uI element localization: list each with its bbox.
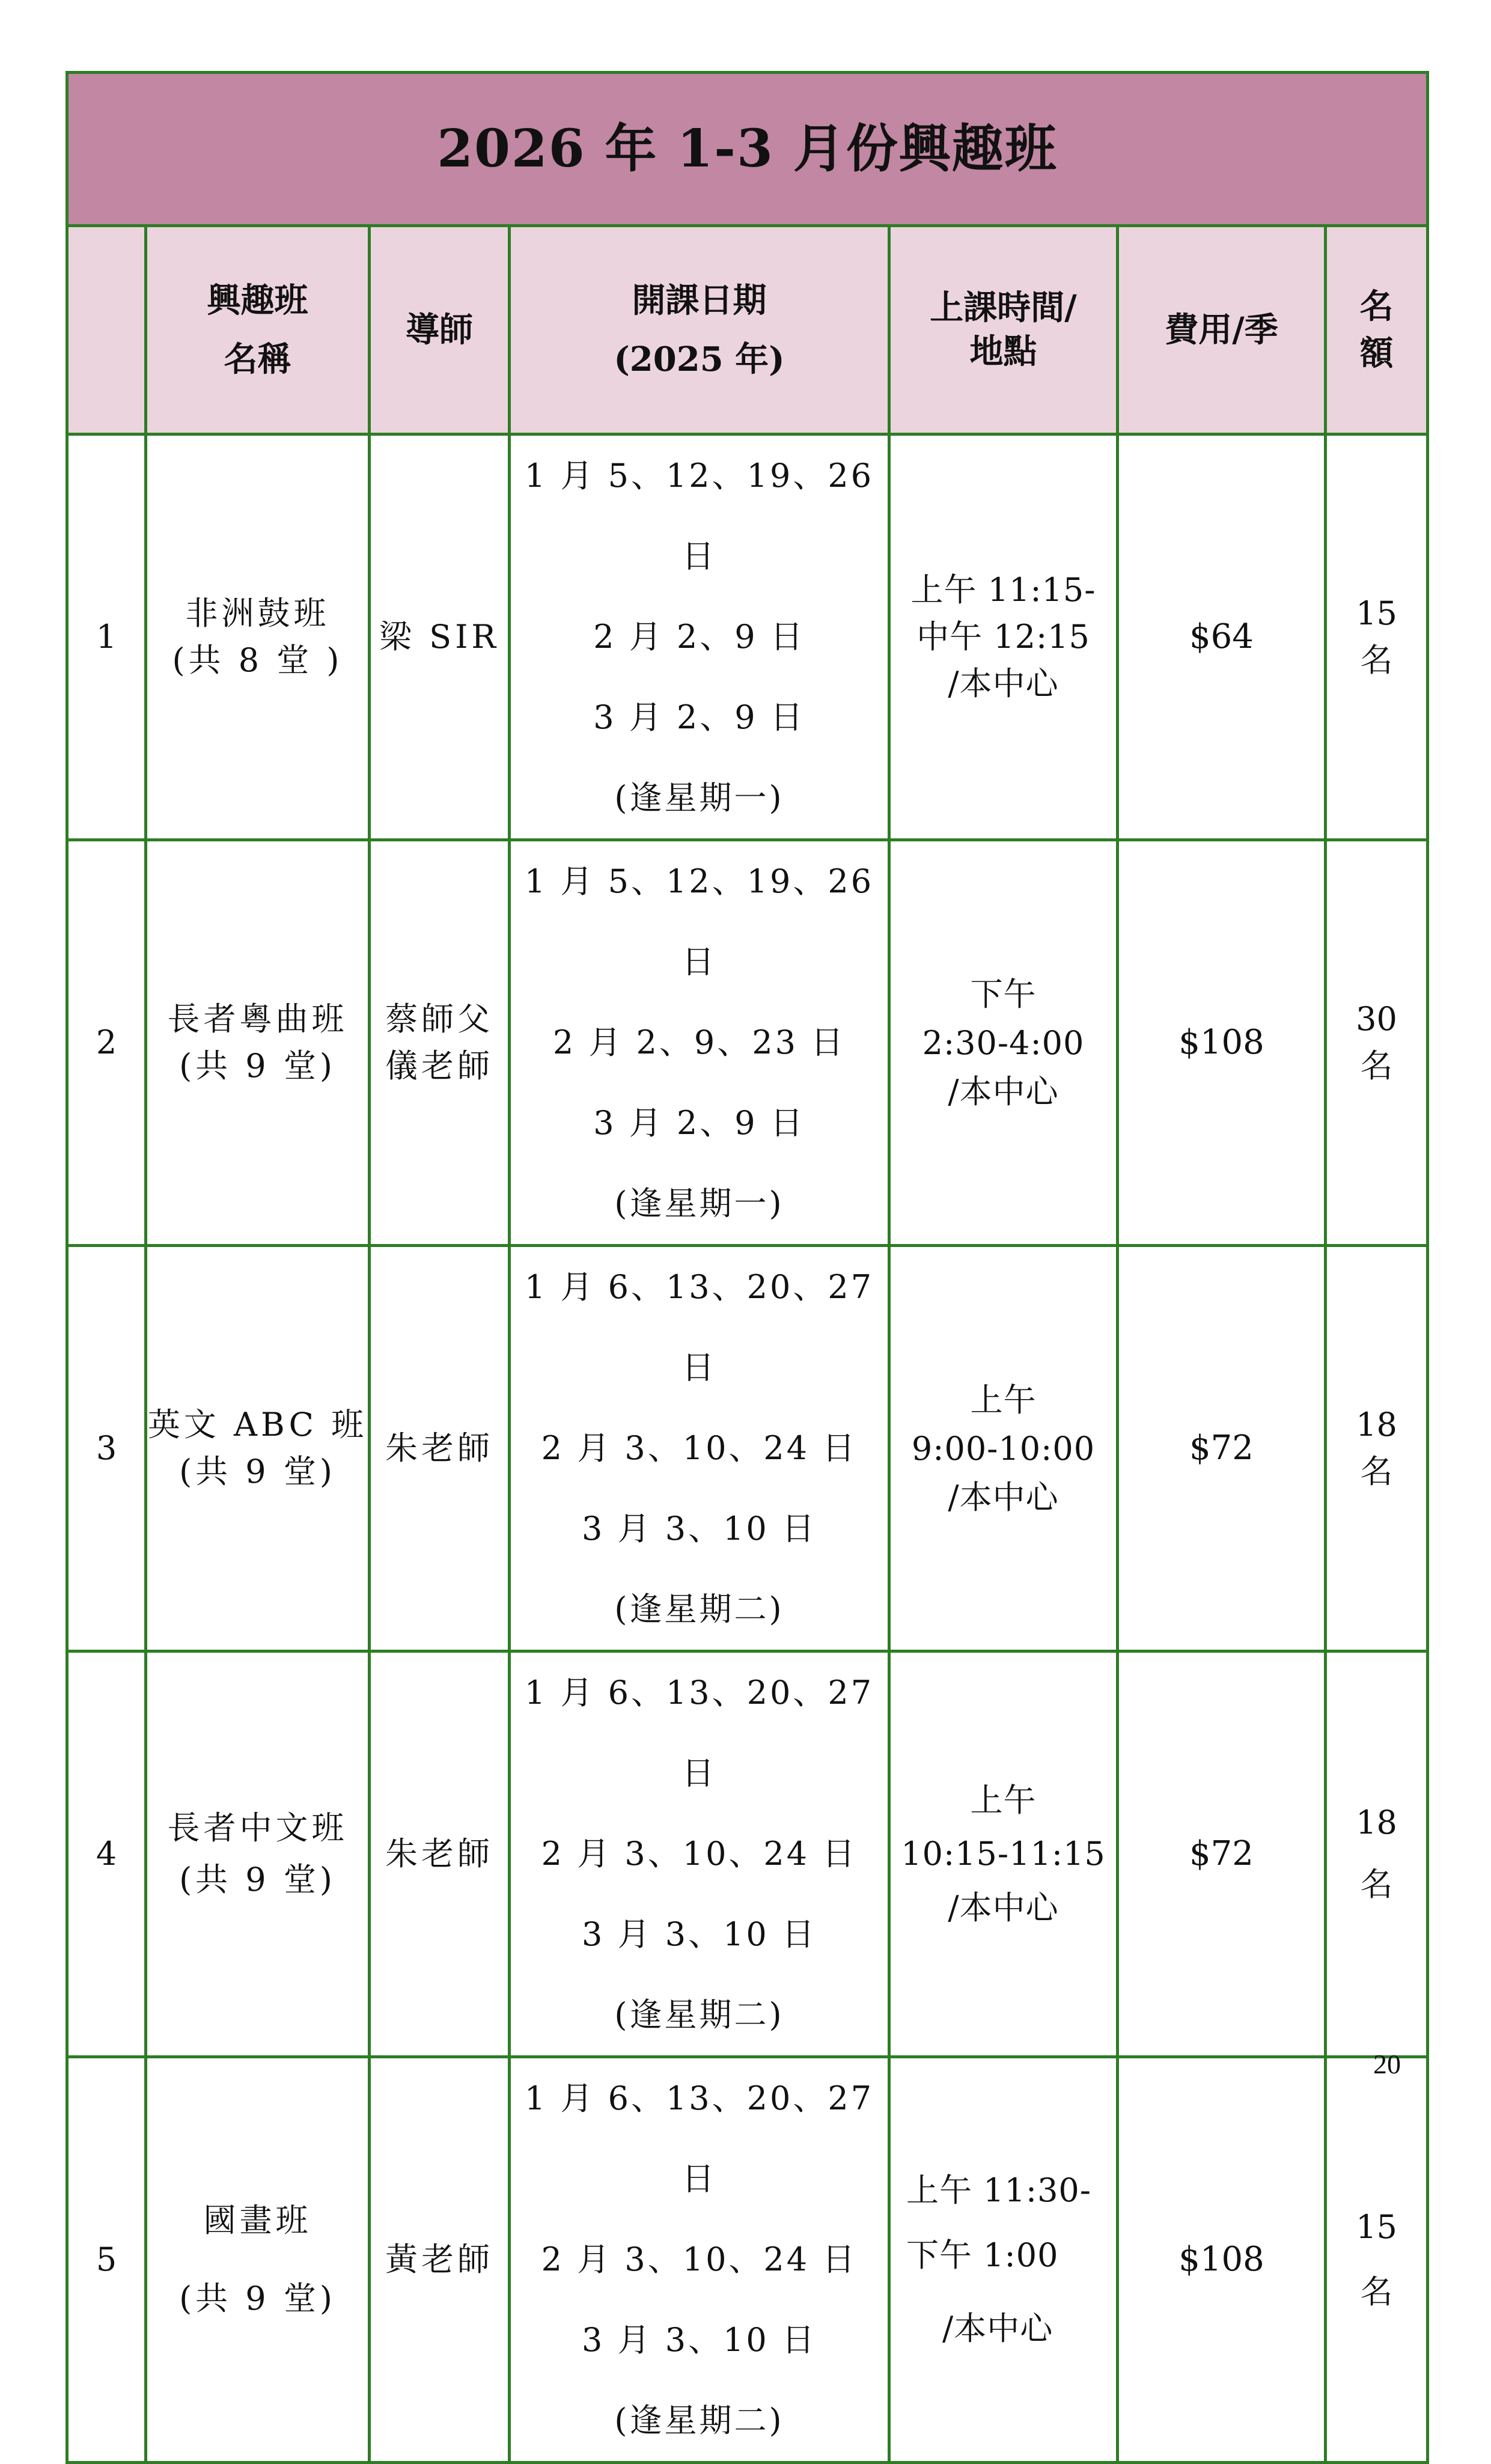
header-num <box>67 226 146 435</box>
table-row <box>67 2057 1428 2463</box>
fee: $72 <box>1118 1651 1326 2057</box>
dates-line: 3 月 2、9 日 <box>593 698 805 736</box>
dates-line: 2 月 3、10、24 日 <box>541 2240 858 2278</box>
location: /本中心 <box>948 665 1059 703</box>
time-line: 2:30-4:00 <box>922 1023 1085 1062</box>
quota-unit: 名 <box>1360 641 1393 679</box>
time-line: 9:00-10:00 <box>911 1429 1096 1468</box>
time-line: 上午 <box>970 1380 1037 1419</box>
location: /本中心 <box>948 1478 1059 1516</box>
row-number: 5 <box>67 2057 146 2463</box>
teacher <box>370 2057 510 2463</box>
header-quota-line: 額 <box>1359 334 1394 373</box>
time-line: 上午 11:30- <box>906 2171 1092 2209</box>
teacher-line: 儀老師 <box>385 1047 493 1085</box>
row-number: 4 <box>67 1651 146 2057</box>
row-number: 3 <box>67 1246 146 1651</box>
dates-line: 2 月 3、10、24 日 <box>541 1835 858 1873</box>
quota-unit: 名 <box>1360 1047 1393 1085</box>
class-name-line: 長者中文班 <box>167 1808 348 1847</box>
class-sessions: (共 9 堂) <box>179 1453 336 1490</box>
dates-line: 3 月 3、10 日 <box>582 1915 817 1953</box>
row-number: 2 <box>67 840 146 1246</box>
class-sessions: (共 9 堂) <box>179 1861 336 1898</box>
header-dates-line: (2025 年) <box>614 340 785 379</box>
quota-unit: 名 <box>1360 1865 1393 1903</box>
class-dates <box>510 1651 889 2057</box>
teacher <box>370 1246 510 1651</box>
table-row <box>67 840 1428 1246</box>
class-sessions: (共 9 堂) <box>179 1047 336 1085</box>
quota-number: 15 <box>1356 594 1397 632</box>
dates-line: 1 月 6、13、20、27 日 <box>524 2079 874 2198</box>
class-dates <box>510 840 889 1246</box>
time-location <box>889 1651 1118 2057</box>
header-row <box>67 226 1428 435</box>
teacher-line: 梁 SIR <box>379 617 500 656</box>
teacher-line: 黃老師 <box>385 2240 493 2278</box>
fee: $72 <box>1118 1246 1326 1651</box>
header-dates-line: 開課日期 <box>632 281 767 320</box>
quota-number: 18 <box>1356 1804 1397 1842</box>
class-name <box>146 2057 370 2463</box>
dates-weekday: (逢星期一) <box>614 779 784 817</box>
header-teacher: 導師 <box>370 226 510 435</box>
header-fee: 費用/季 <box>1118 226 1326 435</box>
class-name <box>146 435 370 840</box>
time-line: 10:15-11:15 <box>901 1835 1106 1873</box>
quota <box>1326 840 1428 1246</box>
class-dates <box>510 2057 889 2463</box>
class-dates <box>510 435 889 840</box>
quota-number: 18 <box>1356 1405 1397 1444</box>
quota-unit: 名 <box>1360 2273 1393 2311</box>
dates-line: 2 月 3、10、24 日 <box>541 1429 858 1467</box>
class-name-line: 英文 ABC 班 <box>147 1405 368 1444</box>
time-line: 上午 <box>970 1781 1037 1820</box>
dates-line: 1 月 6、13、20、27 日 <box>524 1674 874 1792</box>
time-line: 上午 11:15- <box>910 570 1096 609</box>
dates-line: 1 月 5、12、19、26 日 <box>524 457 874 575</box>
teacher <box>370 840 510 1246</box>
table-row <box>67 435 1428 840</box>
interest-class-schedule-table <box>66 71 1429 2464</box>
dates-line: 1 月 6、13、20、27 日 <box>524 1268 874 1386</box>
dates-line: 3 月 3、10 日 <box>582 1510 817 1548</box>
time-location <box>889 1246 1118 1651</box>
quota-number: 30 <box>1356 999 1397 1038</box>
location: /本中心 <box>942 2310 1053 2347</box>
quota-number: 15 <box>1356 2208 1397 2246</box>
class-name-line: 國畫班 <box>203 2201 312 2240</box>
class-sessions: (共 9 堂) <box>179 2280 336 2317</box>
quota <box>1326 2057 1428 2463</box>
dates-weekday: (逢星期二) <box>614 2401 784 2439</box>
class-name <box>146 1246 370 1651</box>
class-sessions: (共 8 堂 ) <box>172 641 343 679</box>
table-row <box>67 1651 1428 2057</box>
class-name-line: 長者粵曲班 <box>167 999 348 1038</box>
fee: $108 <box>1118 2057 1326 2463</box>
header-dates <box>510 226 889 435</box>
table-title: 2026 年 1-3 月份興趣班 <box>67 73 1428 226</box>
time-location <box>889 2057 1118 2463</box>
quota-unit: 名 <box>1360 1453 1393 1490</box>
dates-weekday: (逢星期二) <box>614 1996 784 2034</box>
dates-line: 2 月 2、9 日 <box>593 618 805 656</box>
header-quota-line: 名 <box>1359 286 1394 326</box>
page-number: 20 <box>1373 2049 1401 2079</box>
quota <box>1326 435 1428 840</box>
dates-line: 3 月 3、10 日 <box>582 2321 817 2359</box>
teacher <box>370 1651 510 2057</box>
header-time-line: 地點 <box>969 332 1037 371</box>
class-name <box>146 1651 370 2057</box>
dates-line: 1 月 5、12、19、26 日 <box>524 862 874 981</box>
table-row <box>67 1246 1428 1651</box>
time-location <box>889 840 1118 1246</box>
dates-weekday: (逢星期二) <box>614 1590 784 1628</box>
dates-line: 2 月 2、9、23 日 <box>552 1023 846 1061</box>
location: /本中心 <box>948 1072 1059 1111</box>
header-class-name-line: 興趣班 <box>207 281 308 320</box>
header-class-name-line: 名稱 <box>224 340 291 379</box>
time-line: 中午 12:15 <box>916 617 1090 656</box>
header-time-location <box>889 226 1118 435</box>
fee: $64 <box>1118 435 1326 840</box>
class-name <box>146 840 370 1246</box>
header-time-line: 上課時間/ <box>930 288 1077 328</box>
teacher-line: 蔡師父 <box>385 999 493 1038</box>
header-class-name <box>146 226 370 435</box>
time-line: 下午 1:00 <box>906 2236 1059 2274</box>
quota <box>1326 1651 1428 2057</box>
location: /本中心 <box>948 1888 1059 1927</box>
teacher <box>370 435 510 840</box>
quota <box>1326 1246 1428 1651</box>
teacher-line: 朱老師 <box>385 1429 493 1467</box>
time-location <box>889 435 1118 840</box>
fee: $108 <box>1118 840 1326 1246</box>
dates-weekday: (逢星期一) <box>614 1185 784 1222</box>
dates-line: 3 月 2、9 日 <box>593 1104 805 1142</box>
header-quota <box>1326 226 1428 435</box>
class-name-line: 非洲鼓班 <box>185 594 330 632</box>
teacher-line: 朱老師 <box>385 1834 493 1873</box>
row-number: 1 <box>67 435 146 840</box>
time-line: 下午 <box>970 975 1037 1013</box>
class-dates <box>510 1246 889 1651</box>
